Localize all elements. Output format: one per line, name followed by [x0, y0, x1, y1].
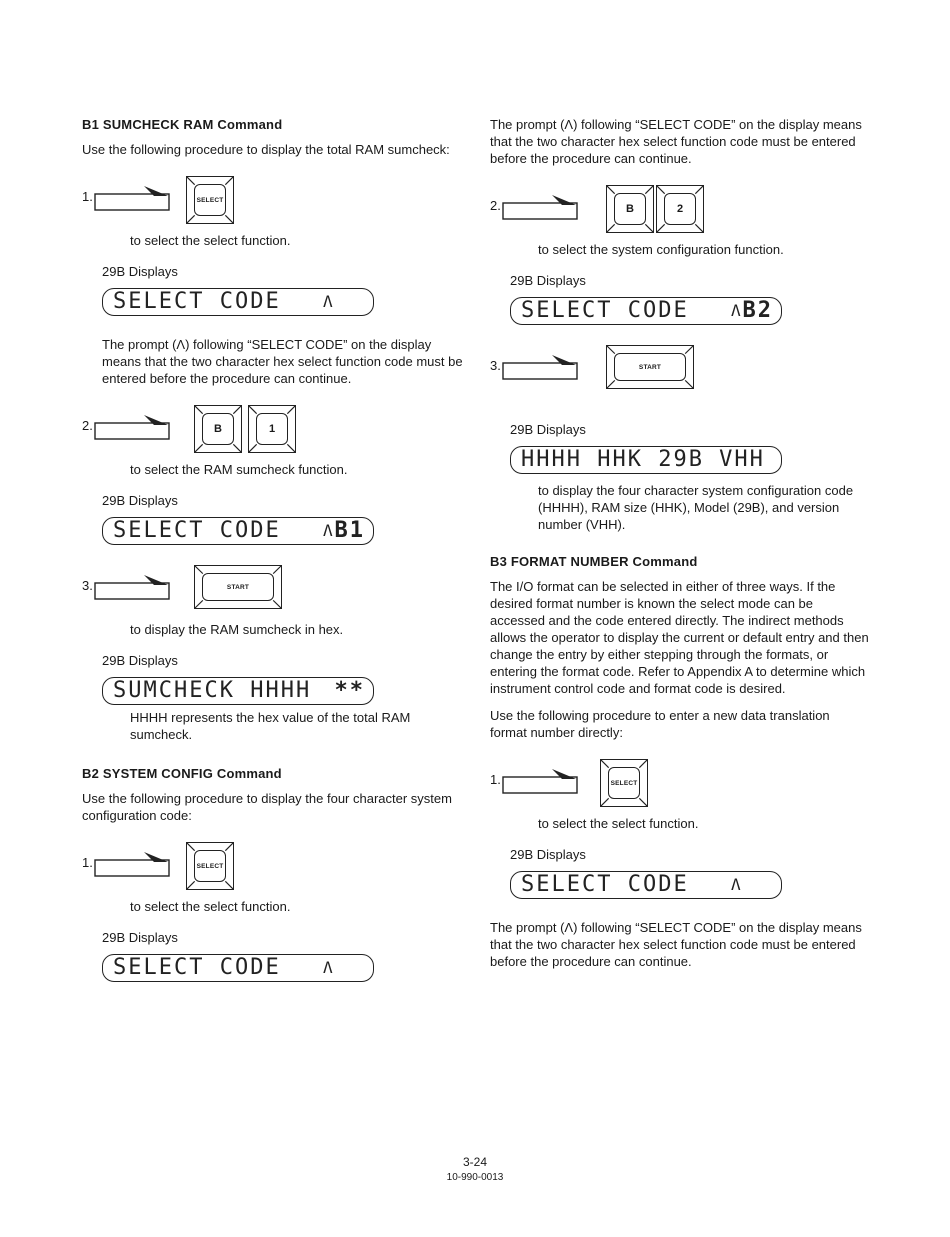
arrow-key-icon	[94, 850, 170, 878]
displays-label: 29B Displays	[102, 493, 178, 508]
lcd-display: SELECT CODE Λ	[510, 871, 782, 899]
select-key-label: SELECT	[194, 184, 226, 216]
b2-step-3	[490, 345, 870, 395]
b-key-label: B	[202, 413, 234, 445]
caret-icon: Λ	[323, 521, 335, 540]
b1-intro: Use the following procedure to display the total RAM sumcheck:	[82, 142, 450, 157]
b2-step-3-text: to display the four character system configuration code (HHHH), RAM size (HHK), Model (29B), and version number (VHH).	[538, 483, 854, 532]
displays-label: 29B Displays	[510, 273, 586, 288]
b1-step-1	[82, 176, 472, 226]
step-number: 2.	[82, 418, 93, 433]
select-key[interactable]	[600, 759, 648, 807]
arrow-key-icon	[502, 767, 578, 795]
b3-step-1	[490, 759, 870, 809]
b3-heading: B3 FORMAT NUMBER Command	[490, 554, 698, 569]
b1-step-3-text: to display the RAM sumcheck in hex.	[130, 622, 344, 637]
displays-label: 29B Displays	[510, 422, 586, 437]
prompt-explanation: The prompt (Λ) following “SELECT CODE” on the display means that the two character hex select function code must be entered before the procedure can continue.	[102, 337, 463, 386]
displays-label: 29B Displays	[102, 264, 178, 279]
lcd-code: B1	[334, 518, 365, 543]
b3-para-1: The I/O format can be selected in either of three ways. If the desired format number is known the select mode can be accessed and the code entered directly. The indirect methods allows the operator to display the current or default entry and then change the entry by either stepping through the formats, or entering the format code. Refer to Appendix A to determine which instrument control code and format code is desired.	[490, 579, 869, 696]
lcd-display: SELECT CODE Λ	[102, 954, 374, 982]
caret-icon: Λ	[731, 875, 743, 894]
arrow-key-icon	[94, 573, 170, 601]
b1-heading: B1 SUMCHECK RAM Command	[82, 117, 283, 132]
b-key-label: B	[614, 193, 646, 225]
b1-step-1-text: to select the select function.	[130, 233, 291, 248]
caret-icon: Λ	[731, 301, 743, 320]
lcd-display: SELECT CODE Λ B1	[102, 517, 374, 545]
step-number: 3.	[490, 358, 501, 373]
start-key-label: START	[202, 573, 274, 601]
page-number: 3-24	[462, 1155, 488, 1169]
arrow-key-icon	[94, 413, 170, 441]
arrow-key-icon	[94, 184, 170, 212]
step-number: 1.	[490, 772, 501, 787]
prompt-explanation: The prompt (Λ) following “SELECT CODE” on the display means that the two character hex select function code must be entered before the procedure can continue.	[490, 117, 862, 166]
start-key[interactable]	[606, 345, 694, 389]
one-key[interactable]	[248, 405, 296, 453]
b2-step-2	[490, 185, 870, 235]
displays-label: 29B Displays	[510, 847, 586, 862]
page-footer	[0, 1154, 950, 1186]
one-key-label: 1	[256, 413, 288, 445]
document-code: 10-990-0013	[446, 1172, 504, 1183]
lcd-code: **	[334, 678, 365, 703]
lcd-display: SELECT CODE Λ	[102, 288, 374, 316]
arrow-key-icon	[502, 193, 578, 221]
b1-step-2	[82, 405, 472, 455]
b2-step-1-text: to select the select function.	[130, 899, 291, 914]
b2-step-1	[82, 842, 472, 892]
b-key[interactable]	[606, 185, 654, 233]
select-key-label: SELECT	[194, 850, 226, 882]
b-key[interactable]	[194, 405, 242, 453]
caret-icon: Λ	[323, 958, 335, 977]
step-number: 1.	[82, 855, 93, 870]
displays-label: 29B Displays	[102, 930, 178, 945]
start-key-label: START	[614, 353, 686, 381]
b1-step-3	[82, 565, 472, 615]
b2-heading: B2 SYSTEM CONFIG Command	[82, 766, 282, 781]
lcd-display: SUMCHECK HHHH **	[102, 677, 374, 705]
displays-label: 29B Displays	[102, 653, 178, 668]
prompt-explanation: The prompt (Λ) following “SELECT CODE” on the display means that the two character hex select function code must be entered before the procedure can continue.	[490, 920, 862, 969]
select-key-label: SELECT	[608, 767, 640, 799]
step-number: 3.	[82, 578, 93, 593]
start-key[interactable]	[194, 565, 282, 609]
right-column	[490, 116, 870, 980]
arrow-key-icon	[502, 353, 578, 381]
lcd-display: SELECT CODE Λ B2	[510, 297, 782, 325]
b2-intro: Use the following procedure to display the four character system configuration code:	[82, 791, 452, 823]
b3-step-1-text: to select the select function.	[538, 816, 699, 831]
b3-para-2: Use the following procedure to enter a new data translation format number directly:	[490, 708, 830, 740]
left-column	[82, 116, 472, 1002]
two-key-label: 2	[664, 193, 696, 225]
lcd-display: HHHH HHK 29B VHH	[510, 446, 782, 474]
caret-icon: Λ	[323, 292, 335, 311]
two-key[interactable]	[656, 185, 704, 233]
step-number: 2.	[490, 198, 501, 213]
lcd-code: B2	[742, 298, 773, 323]
b1-step-2-text: to select the RAM sumcheck function.	[130, 462, 348, 477]
select-key[interactable]	[186, 176, 234, 224]
b1-note: HHHH represents the hex value of the total RAM sumcheck.	[130, 710, 411, 742]
b2-step-2-text: to select the system configuration function.	[538, 242, 784, 257]
step-number: 1.	[82, 189, 93, 204]
select-key[interactable]	[186, 842, 234, 890]
